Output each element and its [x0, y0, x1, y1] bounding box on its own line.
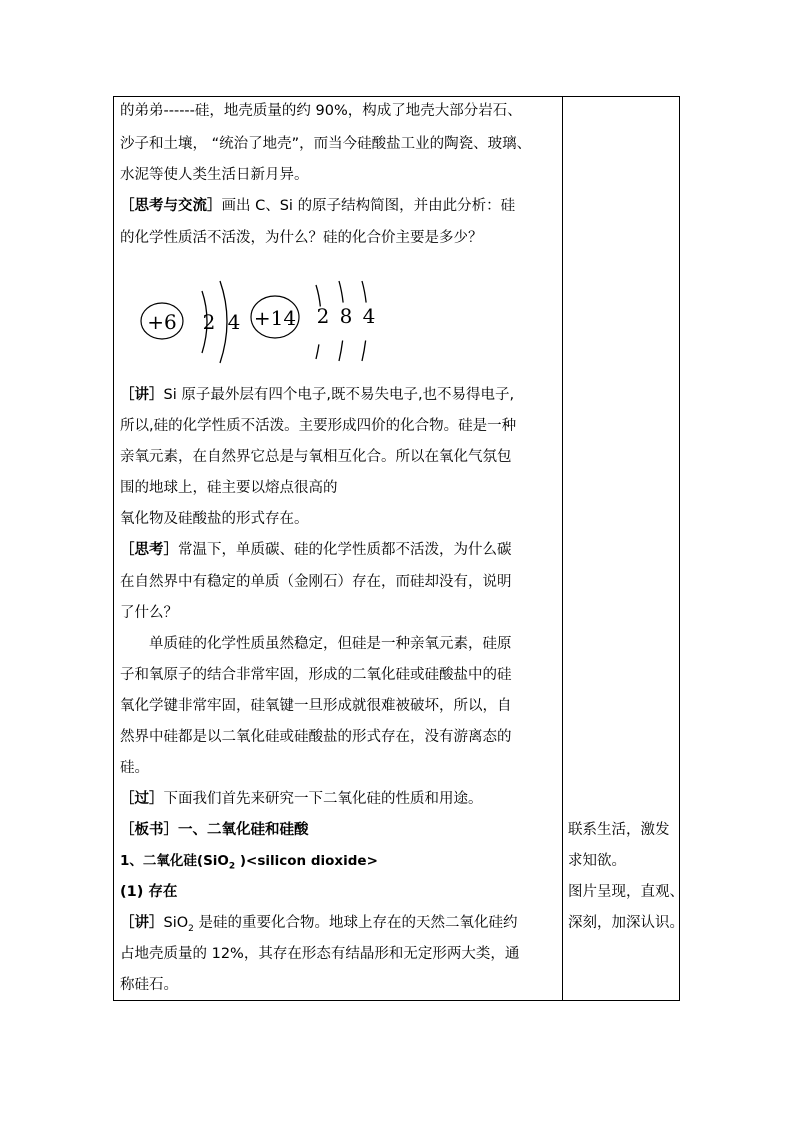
electron-count: 2: [316, 304, 330, 328]
text-line: 亲氧元素，在自然界它总是与氧相互化合。所以在氧化气氛包: [120, 449, 512, 465]
section-heading: 1、二氧化硅(SiO$_2$ )<silicon dioxide>: [120, 853, 378, 872]
column-divider: [562, 97, 563, 1000]
section-tag: ［板书］: [120, 822, 178, 838]
text-line: 然界中硅都是以二氧化硅或硅酸盐的形式存在，没有游离态的: [120, 729, 512, 745]
text-line: 单质硅的化学性质虽然稳定，但硅是一种亲氧元素，硅原: [149, 636, 512, 652]
section-tag: ［讲］: [120, 915, 164, 931]
text-line: 所以,硅的化学性质不活泼。主要形成四价的化合物。硅是一种: [120, 418, 517, 434]
section-tag: ［过］: [120, 791, 164, 807]
text-line: 沙子和土壤， “统治了地壳”，而当今硅酸盐工业的陶瓷、玻璃、: [120, 136, 532, 152]
carbon-nucleus-label: +6: [147, 310, 177, 334]
text-line: 占地壳质量的 12%，其存在形态有结晶形和无定形两大类，通: [120, 946, 520, 962]
note-line: 图片呈现，直观、: [568, 884, 684, 900]
section-tag: ［思考］: [120, 542, 178, 558]
electron-count: 8: [339, 304, 353, 328]
text-line: 氧化物及硅酸盐的形式存在。: [120, 511, 309, 527]
text-line: 的化学性质活不活泼，为什么？硅的化合价主要是多少？: [120, 230, 483, 246]
text-line: 的弟弟------硅，地壳质量的约 90%，构成了地壳大部分岩石、: [120, 103, 522, 119]
section-tag: ［讲］: [120, 387, 164, 403]
text-line: ［过］下面我们首先来研究一下二氧化硅的性质和用途。: [120, 791, 483, 807]
note-line: 深刻，加深认识。: [568, 915, 684, 931]
text-line: ［讲］Si 原子最外层有四个电子,既不易失电子,也不易得电子,: [120, 387, 515, 403]
section-tag: ［思考与交流］: [120, 198, 222, 214]
atomic-structure-diagram: [120, 267, 560, 377]
text-line: 了什么？: [120, 605, 178, 621]
text-line: 硅。: [120, 760, 149, 776]
text-line: ［讲］SiO$_2$ 是硅的重要化合物。地球上存在的天然二氧化硅约: [120, 915, 518, 934]
board-heading: ［板书］一、二氧化硅和硅酸: [120, 822, 309, 838]
electron-count: 4: [362, 304, 376, 328]
text-line: 氧化学键非常牢固，硅氧键一旦形成就很难被破坏，所以，自: [120, 698, 512, 714]
electron-shell-arc: [220, 281, 227, 363]
note-line: 求知欲。: [568, 853, 626, 869]
text-line: 子和氧原子的结合非常牢固，形成的二氧化硅或硅酸盐中的硅: [120, 667, 512, 683]
text-line: 围的地球上，硅主要以熔点很高的: [120, 480, 338, 496]
silicon-nucleus-label: +14: [253, 306, 297, 330]
text-line: ［思考与交流］画出 C、Si 的原子结构简图，并由此分析：硅: [120, 198, 516, 214]
note-line: 联系生活，激发: [568, 822, 670, 838]
text-line: 称硅石。: [120, 977, 178, 993]
electron-count: 2: [202, 310, 216, 334]
subsection-heading: (1) 存在: [120, 884, 178, 900]
lesson-table: [113, 96, 684, 1001]
electron-count: 4: [227, 310, 241, 334]
text-line: ［思考］常温下，单质碳、硅的化学性质都不活泼，为什么碳: [120, 542, 512, 558]
text-line: 水泥等使人类生活日新月异。: [120, 167, 309, 183]
text-line: 在自然界中有稳定的单质（金刚石）存在，而硅却没有，说明: [120, 574, 512, 590]
